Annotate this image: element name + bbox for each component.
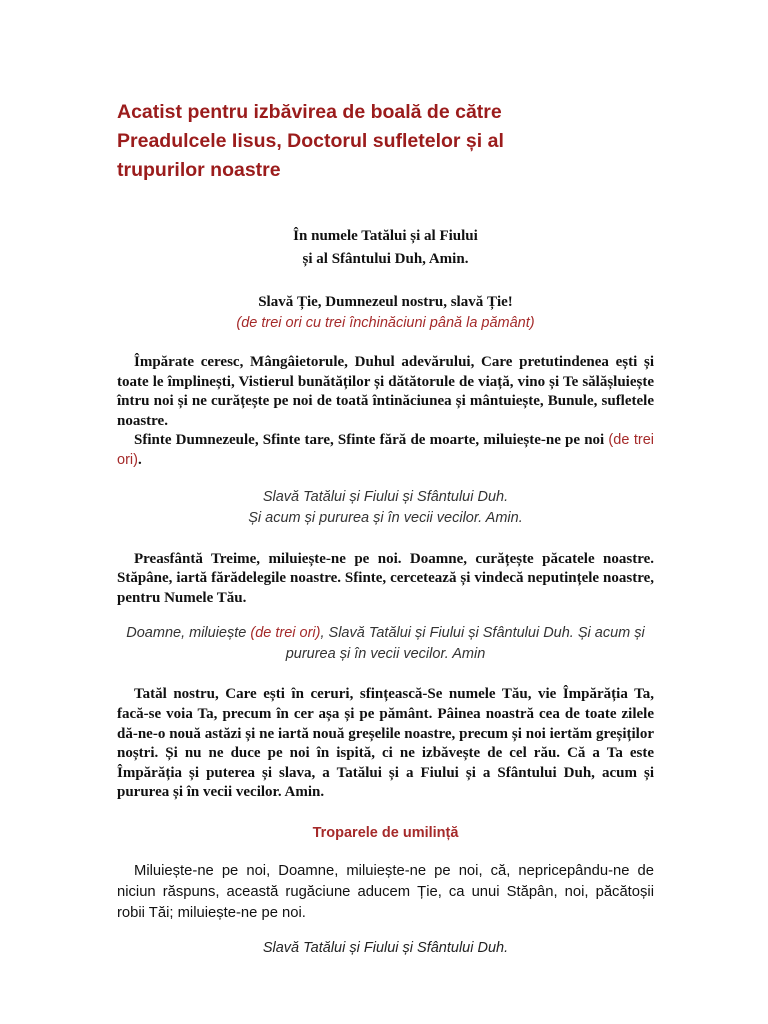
trisagion-text: Sfinte Dumnezeule, Sfinte tare, Sfinte fără de moarte, miluiește-ne pe noi xyxy=(134,432,605,449)
title-line-1: Acatist pentru izbăvirea de boală de către xyxy=(117,101,502,123)
invocation xyxy=(117,225,654,271)
troparion-text: Miluiește-ne pe noi, Doamne, miluiește-ne pe noi, că, nepricepându-ne de niciun răspuns, această rugăciune aducem Ție, ca unui Stăpân, noi, păcătoșii robii Tăi; miluiește-ne pe noi. xyxy=(117,862,654,921)
title-line-2: Preadulcele Iisus, Doctorul sufletelor și al xyxy=(117,130,504,152)
glory-block xyxy=(117,291,654,333)
title-line-3: trupurilor noastre xyxy=(117,159,281,181)
document-title xyxy=(117,98,654,185)
glory-line: Slavă Ție, Dumnezeul nostru, slavă Ție! xyxy=(258,294,513,310)
doxology-1-line-1: Slavă Tatălui și Fiului și Sfântului Duh. xyxy=(262,488,509,505)
lords-prayer: Tatăl nostru, Care ești în ceruri, sfințească-Se numele Tău, vie Împărăția Ta, facă-se voia Ta, precum în cer așa și pe pământ. Pâinea noastră cea de toate zilele dă-ne-o nouă astăzi și ne iartă nouă greșelile noastre, precum și noi iertăm greșiților noștri. Și nu ne duce pe noi în ispită, ci ne izbăvește de cel rău. Că a Ta este Împărăția și puterea și slava, a Tatălui și a Fiului și a Sfântului Duh, acum și pururea și în vecii vecilor. Amin. xyxy=(117,686,654,801)
doxology-2 xyxy=(117,623,654,665)
invocation-line-1: În numele Tatălui și al Fiului xyxy=(293,228,478,244)
troparia-glory: Slavă Tatălui și Fiului și Sfântului Duh. xyxy=(262,939,509,956)
trisagion-rubric: (de trei ori) xyxy=(117,432,654,468)
doxology-2-pre: Doamne, miluiește xyxy=(126,625,251,642)
trisagion-paragraph xyxy=(117,431,654,470)
troparia-heading: Troparele de umilință xyxy=(312,824,459,841)
doxology-1 xyxy=(117,487,654,529)
doxology-1-line-2: Și acum și pururea și în vecii vecilor. Amin. xyxy=(248,509,523,526)
glory-rubric: (de trei ori cu trei închinăciuni până la pământ) xyxy=(236,315,535,331)
trinity-prayer: Preasfântă Treime, miluiește-ne pe noi. Doamne, curățește păcatele noastre. Stăpâne, iartă fărădelegile noastre. Sfinte, cercetează și vindecă neputințele noastre, pentru Numele Tău. xyxy=(117,550,654,606)
doxology-2-post: , Slavă Tatălui și Fiului și Sfântului Duh. Și acum și pururea și în vecii vecilor. Amin xyxy=(285,625,645,663)
invocation-line-2: și al Sfântului Duh, Amin. xyxy=(302,251,469,267)
trisagion-period: . xyxy=(137,451,142,468)
heavenly-king-text: Împărate ceresc, Mângâietorule, Duhul adevărului, Care pretutindenea ești și toate le împlinești, Vistierul bunătăților și dătătorule de viață, vino și Te sălășluiește întru noi și ne curățește pe noi de toată întinăciunea și mântuiește, Bunule, sufletele noastre. xyxy=(117,354,654,429)
document-page xyxy=(117,98,654,959)
doxology-2-rubric: (de trei ori) xyxy=(250,625,321,642)
heavenly-king-prayer xyxy=(117,353,654,471)
